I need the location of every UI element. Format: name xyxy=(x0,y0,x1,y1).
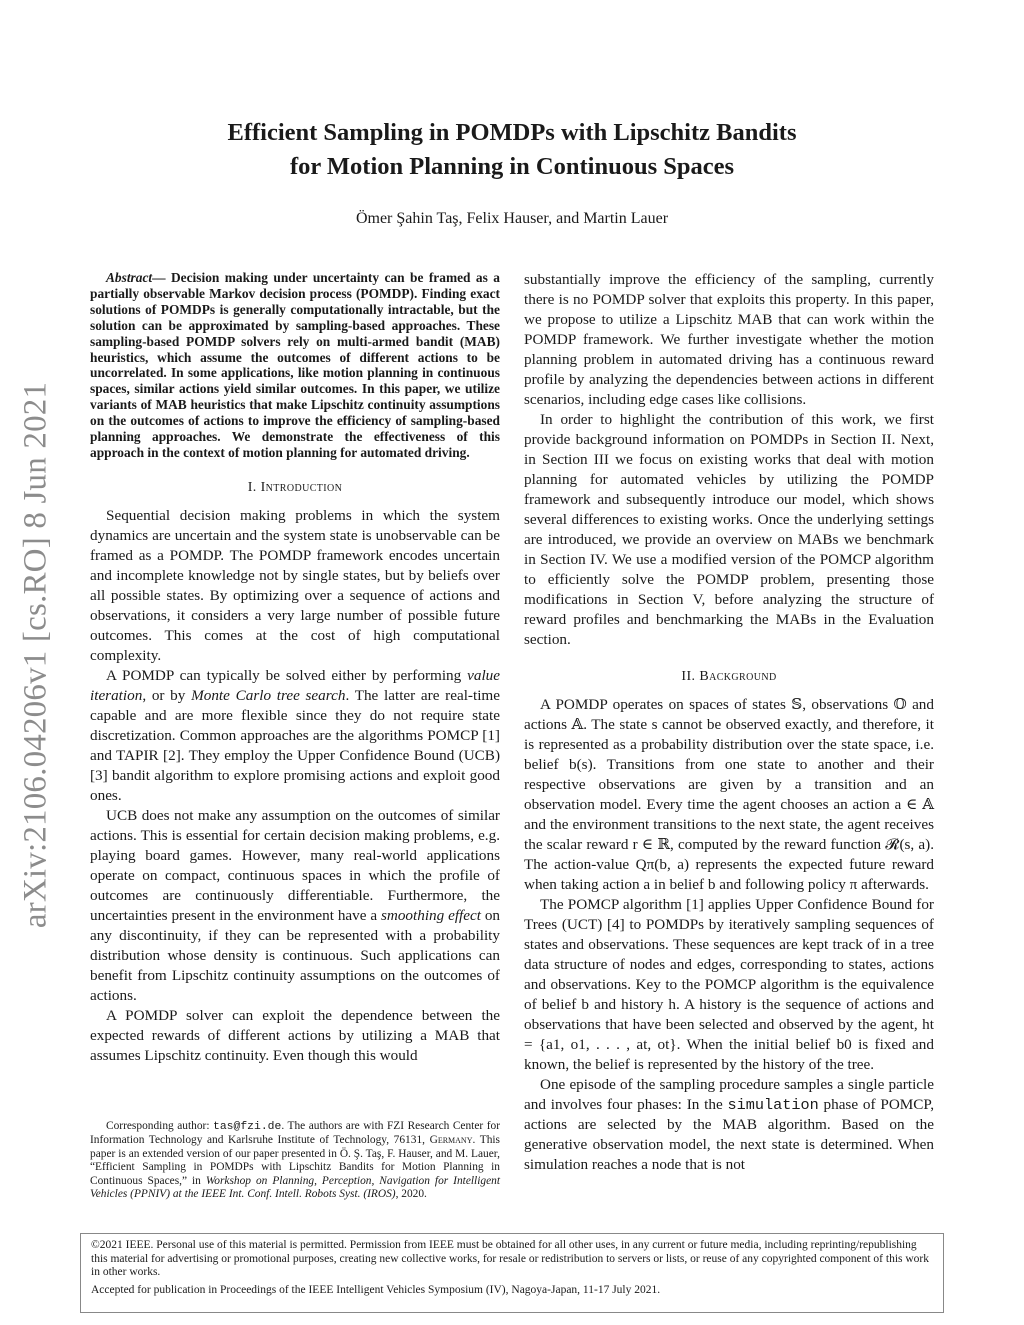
arxiv-id-text: arXiv:2106.04206v1 [cs.RO] 8 Jun 2021 xyxy=(17,381,54,928)
acceptance-note: Accepted for publication in Proceedings of the IEEE Intelligent Vehicles Symposium (IV), Nagoya-Japan, 11-17 July 2021. xyxy=(91,1283,661,1296)
intro-paragraph-1: Sequential decision making problems in which the system dynamics are uncertain and the system state is unobservable can be framed as a POMDP. The POMDP framework encodes uncertain and incomplete knowledge not by single states, but by beliefs over all possible states. By optimizing over a sequence of actions and observations, it considers a very large number of possible future outcomes. This comes at the cost of high computational complexity. xyxy=(90,506,500,664)
arxiv-identifier xyxy=(14,352,58,957)
section-heading-introduction: I. Introduction xyxy=(247,479,343,495)
intro-paragraph-2: A POMDP can typically be solved either by performing value iteration, or by Monte Carlo tree search. The latter are real-time capable and are more flexible since they do not require state discretization. Common approaches are the algorithms POMCP [1] and TAPIR [2]. They employ the Upper Confidence Bound (UCB) [3] bandit algorithm to explore promising actions and exploit good ones. xyxy=(90,666,500,804)
author-email: tas@fzi.de xyxy=(213,1121,282,1133)
background-paragraph-1: A POMDP operates on spaces of states 𝕊, observations 𝕆 and actions 𝔸. The state s cannot be observed exactly, and therefore, it is represented as a probability distribution over the state space, i.e. belief b(s). Transitions from one state to another and their respective observations are given by a transition and an observation model. Every time the agent chooses an action a ∈ 𝔸 and the environment transitions to the next state, the agent receives the scalar reward r ∈ ℝ, computed by the reward function 𝓡(s, a). The action-value Qπ(b, a) represents the expected future reward when taking action a in belief b and following policy π afterwards. xyxy=(524,696,934,893)
intro-paragraph-4: A POMDP solver can exploit the dependence between the expected rewards of different actions by utilizing a MAB that assumes Lipschitz continuity. Even though this would xyxy=(90,1006,500,1064)
copyright-notice: ©2021 IEEE. Personal use of this material is permitted. Permission from IEEE must be obtained for all other uses, in any current or future media, including reprinting/republishing this material for advertising or promotional purposes, creating new collective works, for resale or redistribution to servers or lists, or reuse of any copyrighted component of this work in other works. xyxy=(91,1239,930,1278)
abstract-text: — Decision making under uncertainty can be framed as a partially observable Markov decision process (POMDP). Finding exact solutions of POMDPs is generally computationally intractable, but the solution can be approximated by sampling-based approaches. These sampling-based POMDP solvers rely on multi-armed bandit (MAB) heuristics, which assume the outcomes of different actions to be uncorrelated. In some applications, like motion planning in continuous spaces, similar actions yield similar outcomes. In this paper, we utilize variants of MAB heuristics that make Lipschitz continuity assumptions on the outcomes of actions to improve the efficiency of sampling-based planning approaches. We demonstrate the effectiveness of this approach in the context of motion planning for automated driving. xyxy=(90,270,500,460)
background-paragraph-3: One episode of the sampling procedure samples a single particle and involves four phases: In the simulation phase of POMCP, actions are selected by the MAB algorithm. Based on the generative observation model, the next state is determined. When simulation reaches a node that is not xyxy=(524,1076,934,1173)
intro-paragraph-3: UCB does not make any assumption on the outcomes of similar actions. This is essential for certain decision making problems, e.g. playing board games. However, many real-world applications operate on compact, continuous spaces in which the profile of outcomes are continuously differentiable. Furthermore, the uncertainties present in the environment have a smoothing effect on any discontinuity, if they can be represented with a probability distribution whose density is continuous. Such applications can benefit from Lipschitz continuity assumptions on the outcomes of actions. xyxy=(90,806,501,1004)
left-column xyxy=(90,270,500,1066)
intro-paragraph-5: substantially improve the efficiency of the sampling, currently there is no POMDP solver that exploits this property. In this paper, we propose to utilize a Lipschitz MAB that can work within the POMDP framework. We further investigate whether the motion planning problem in automated driving has a continuous reward profile by analyzing the dependencies between actions in different scenarios, including edge cases like collisions. xyxy=(524,271,934,408)
abstract-label: Abstract xyxy=(106,270,153,285)
code-simulation: simulation xyxy=(727,1096,819,1114)
footnote: Corresponding author: tas@fzi.de. The authors are with FZI Research Center for Information Technology and Karlsruhe Institute of Technology, 76131, Germany. This paper is an extended version of our paper presented in Ö. Ş. Taş, F. Hauser, and M. Lauer, “Efficient Sampling in POMDPs with Lipschitz Bandits for Motion Planning in Continuous Spaces,” in Workshop on Planning, Perception, Navigation for Intelligent Vehicles (PPNIV) at the IEEE Int. Conf. Intell. Robots Syst. (IROS), 2020. xyxy=(90,1120,500,1201)
background-paragraph-2: The POMCP algorithm [1] applies Upper Confidence Bound for Trees (UCT) [4] to POMDPs by iteratively sampling sequences of states and observations. These sequences are kept track of in a tree data structure of nodes and edges, corresponding to states, actions and observations. Key to the POMCP algorithm is the equivalence of belief b and history h. A history is the sequence of actions and observations that have been selected and observed by the agent, ht = {a1, o1, . . . , at, ot}. When the initial belief b0 is fixed and known, the belief is represented by the history of the tree. xyxy=(524,896,934,1073)
abstract xyxy=(90,270,500,461)
intro-paragraph-6: In order to highlight the contribution of this work, we first provide background information on POMDPs in Section II. Next, in Section III we focus on existing works that deal with motion planning for automated vehicles by utilizing the POMDP framework and subsequently introduce our model, which shows several differences to existing works. Once the underlying settings are introduced, we provide an overview on MABs we benchmark in Section IV. We use a modified version of the POMCP algorithm to efficiently solve the POMDP problem, presenting those modifications in Section V, before analyzing the structure of reward profiles and benchmarking the MABs in the Evaluation section. xyxy=(524,411,934,648)
paper-title xyxy=(100,116,924,184)
right-column xyxy=(524,270,934,1175)
title-line-2: for Motion Planning in Continuous Spaces xyxy=(289,153,735,180)
author-list: Ömer Şahin Taş, Felix Hauser, and Martin Lauer xyxy=(355,210,669,227)
title-line-1: Efficient Sampling in POMDPs with Lipschitz Bandits xyxy=(227,119,797,146)
copyright-footer xyxy=(80,1233,944,1313)
section-heading-background: II. Background xyxy=(681,669,777,684)
